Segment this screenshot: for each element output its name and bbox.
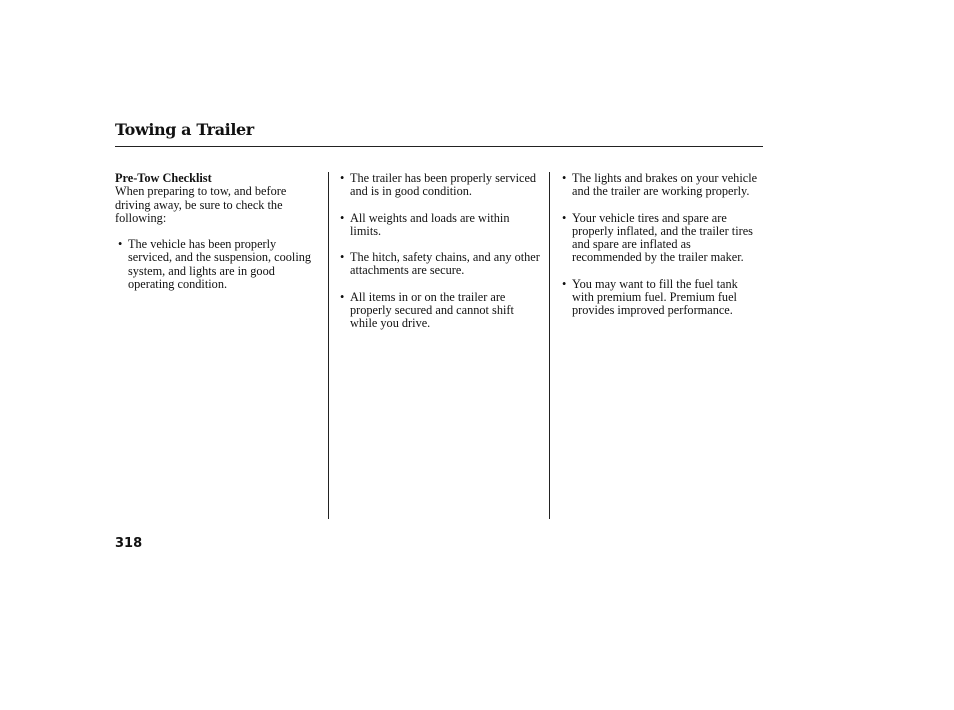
checklist-list-2 — [340, 172, 543, 331]
section-title: Towing a Trailer — [115, 120, 254, 139]
bullet-icon: • — [340, 210, 345, 225]
checklist-list-3 — [562, 172, 762, 318]
page-number: 318 — [115, 536, 143, 551]
list-item-text: The vehicle has been properly serviced, and the suspension, cooling system, and lights are in good operating condition. — [128, 237, 312, 292]
column-3 — [562, 172, 762, 331]
list-item-text: The hitch, safety chains, and any other attachments are secure. — [350, 250, 540, 278]
bullet-icon: • — [562, 171, 567, 185]
bullet-icon: • — [562, 276, 567, 291]
bullet-icon: • — [340, 289, 345, 304]
bullet-icon: • — [562, 210, 567, 225]
list-item — [562, 172, 762, 199]
list-item — [340, 212, 543, 239]
column-1 — [115, 172, 320, 304]
list-item-text: You may want to fill the fuel tank with premium fuel. Premium fuel provides improved performance. — [572, 276, 738, 318]
list-item — [340, 291, 543, 331]
column-divider — [328, 172, 329, 519]
list-item — [562, 278, 762, 318]
list-item-text: The trailer has been properly serviced and is in good condition. — [350, 171, 537, 199]
list-item — [340, 172, 543, 199]
title-divider — [115, 146, 763, 147]
list-item-text: The lights and brakes on your vehicle and the trailer are working properly. — [572, 171, 758, 199]
bullet-icon: • — [340, 250, 345, 265]
list-item-text: All weights and loads are within limits. — [350, 210, 510, 238]
list-item-text: Your vehicle tires and spare are properly inflated, and the trailer tires and spare are inflated as recommended by the trailer maker. — [572, 210, 753, 265]
list-item — [562, 212, 762, 265]
bullet-icon: • — [118, 237, 123, 252]
checklist-subheading: Pre-Tow Checklist — [115, 171, 212, 185]
checklist-intro: When preparing to tow, and before driving away, be sure to check the following: — [115, 184, 287, 225]
column-2 — [340, 172, 543, 344]
column-divider — [549, 172, 550, 519]
list-item — [115, 238, 320, 291]
list-item-text: All items in or on the trailer are properly secured and cannot shift while you drive. — [350, 289, 514, 331]
checklist-list-1 — [115, 238, 320, 291]
list-item — [340, 251, 543, 278]
bullet-icon: • — [340, 171, 345, 185]
